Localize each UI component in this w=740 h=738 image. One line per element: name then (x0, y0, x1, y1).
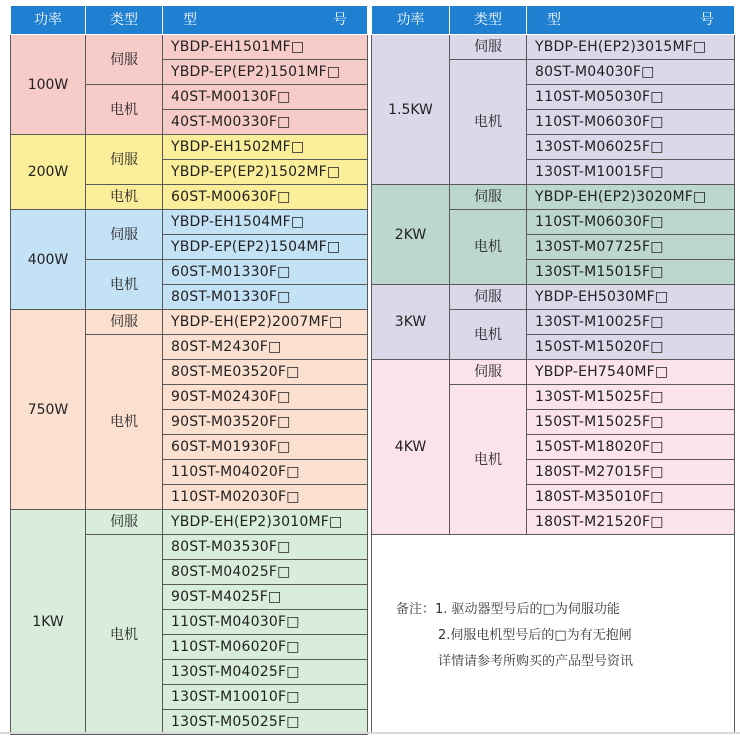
model-cell: 130ST-M15025F□ (527, 385, 735, 410)
model-cell: 110ST-M06020F□ (163, 635, 368, 660)
power-cell: 100W (11, 35, 86, 135)
model-cell: 180ST-M27015F□ (527, 460, 735, 485)
model-cell: 80ST-ME03520F□ (163, 360, 368, 385)
model-cell: 60ST-M01330F□ (163, 260, 368, 285)
model-cell: YBDP-EP(EP2)1501MF□ (163, 60, 368, 85)
model-cell: YBDP-EH(EP2)2007MF□ (163, 310, 368, 335)
model-cell: 110ST-M06030F□ (527, 110, 735, 135)
note-row (372, 535, 735, 734)
power-cell: 2KW (372, 185, 450, 285)
table-header (372, 6, 735, 35)
model-cell: 130ST-M07725F□ (527, 235, 735, 260)
model-cell: YBDP-EH1501MF□ (163, 35, 368, 60)
power-cell: 4KW (372, 360, 450, 535)
model-cell: YBDP-EH7540MF□ (527, 360, 735, 385)
header-power: 功率 (11, 6, 86, 35)
model-cell: 180ST-M21520F□ (527, 510, 735, 535)
power-cell: 1KW (11, 510, 86, 735)
model-cell: 110ST-M04030F□ (163, 610, 368, 635)
table-row (11, 310, 368, 335)
model-cell: 110ST-M04020F□ (163, 460, 368, 485)
table-row (372, 185, 735, 210)
table-row (11, 135, 368, 160)
spec-table-right (371, 5, 735, 734)
model-cell: 150ST-M15020F□ (527, 335, 735, 360)
type-cell: 伺服 (86, 310, 163, 335)
type-cell: 电机 (86, 185, 163, 210)
header-model (527, 6, 735, 35)
note-cell (372, 535, 735, 734)
model-cell: 80ST-M04025F□ (163, 560, 368, 585)
model-cell: 150ST-M18020F□ (527, 435, 735, 460)
header-model-left: 型 (547, 12, 561, 28)
type-cell: 伺服 (86, 35, 163, 85)
type-cell: 电机 (86, 260, 163, 310)
model-cell: 110ST-M06030F□ (527, 210, 735, 235)
model-cell: YBDP-EH(EP2)3010MF□ (163, 510, 368, 535)
type-cell: 伺服 (450, 185, 527, 210)
type-cell: 伺服 (450, 285, 527, 310)
type-cell: 伺服 (86, 510, 163, 535)
spec-table-left (10, 5, 368, 735)
type-cell: 电机 (450, 210, 527, 285)
type-cell: 电机 (86, 335, 163, 510)
type-cell: 伺服 (450, 35, 527, 60)
model-cell: 80ST-M01330F□ (163, 285, 368, 310)
model-cell: 150ST-M15025F□ (527, 410, 735, 435)
model-cell: 90ST-M03520F□ (163, 410, 368, 435)
model-cell: 90ST-M4025F□ (163, 585, 368, 610)
model-cell: YBDP-EH5030MF□ (527, 285, 735, 310)
type-cell: 电机 (450, 310, 527, 360)
table-header (11, 6, 368, 35)
type-cell: 伺服 (86, 210, 163, 260)
model-cell: 130ST-M04025F□ (163, 660, 368, 685)
model-cell: YBDP-EP(EP2)1502MF□ (163, 160, 368, 185)
note-line-3: 详情请参考所购买的产品型号资讯 (438, 654, 634, 669)
power-cell: 750W (11, 310, 86, 510)
model-cell: YBDP-EH1504MF□ (163, 210, 368, 235)
model-cell: 130ST-M05025F□ (163, 710, 368, 735)
power-cell: 3KW (372, 285, 450, 360)
header-type: 类型 (450, 6, 527, 35)
model-cell: YBDP-EH(EP2)3015MF□ (527, 35, 735, 60)
header-power: 功率 (372, 6, 450, 35)
type-cell: 伺服 (86, 135, 163, 185)
type-cell: 电机 (86, 85, 163, 135)
remarks-note (396, 597, 633, 675)
model-cell: 90ST-M02430F□ (163, 385, 368, 410)
table-row (11, 35, 368, 60)
type-cell: 电机 (450, 60, 527, 185)
table-row (372, 35, 735, 60)
header-model-left: 型 (183, 12, 197, 28)
table-row (11, 210, 368, 235)
power-cell: 1.5KW (372, 35, 450, 185)
type-cell: 伺服 (450, 360, 527, 385)
note-line-1: 备注：1. 驱动器型号后的□为伺服功能 (396, 602, 620, 617)
model-cell: YBDP-EH1502MF□ (163, 135, 368, 160)
note-line-2: 2.伺服电机型号后的□为有无抱闸 (438, 628, 632, 643)
model-cell: 40ST-M00130F□ (163, 85, 368, 110)
header-model (163, 6, 368, 35)
model-cell: YBDP-EP(EP2)1504MF□ (163, 235, 368, 260)
table-row (372, 360, 735, 385)
type-cell: 电机 (450, 385, 527, 535)
model-cell: 110ST-M02030F□ (163, 485, 368, 510)
model-cell: 130ST-M10025F□ (527, 310, 735, 335)
model-cell: 80ST-M04030F□ (527, 60, 735, 85)
table-row (372, 285, 735, 310)
table-row (11, 510, 368, 535)
model-cell: 130ST-M06025F□ (527, 135, 735, 160)
bottom-divider (0, 732, 740, 734)
header-model-right: 号 (333, 12, 347, 28)
header-model-right: 号 (700, 12, 714, 28)
model-cell: 60ST-M00630F□ (163, 185, 368, 210)
type-cell: 电机 (86, 535, 163, 735)
model-cell: 80ST-M03530F□ (163, 535, 368, 560)
model-cell: 40ST-M00330F□ (163, 110, 368, 135)
model-cell: YBDP-EH(EP2)3020MF□ (527, 185, 735, 210)
table-body-left (11, 35, 368, 735)
power-cell: 200W (11, 135, 86, 210)
model-cell: 80ST-M2430F□ (163, 335, 368, 360)
table-body-right (372, 35, 735, 535)
model-cell: 130ST-M10015F□ (527, 160, 735, 185)
model-cell: 60ST-M01930F□ (163, 435, 368, 460)
header-type: 类型 (86, 6, 163, 35)
model-cell: 130ST-M10010F□ (163, 685, 368, 710)
model-cell: 130ST-M15015F□ (527, 260, 735, 285)
model-cell: 180ST-M35010F□ (527, 485, 735, 510)
power-cell: 400W (11, 210, 86, 310)
model-cell: 110ST-M05030F□ (527, 85, 735, 110)
